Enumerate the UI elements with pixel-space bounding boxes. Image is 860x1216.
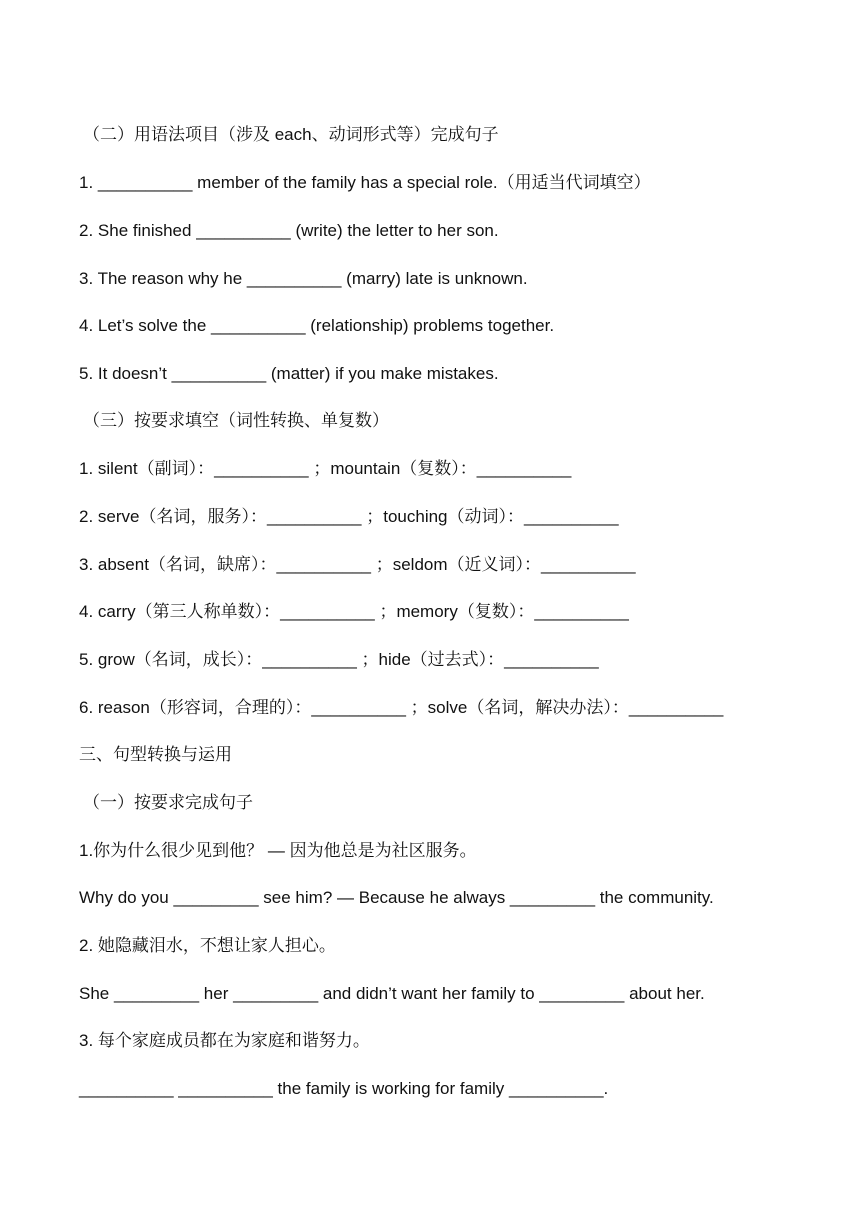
part-heading-sentences: 三、句型转换与运用 (79, 745, 232, 764)
sentence-2-chinese: 2. 她隐藏泪水，不想让家人担心。 (79, 936, 336, 955)
sentence-1-english: Why do you _________ see him? — Because he always _________ the community. (79, 888, 714, 907)
grammar-item-1: 1. __________ member of the family has a special role.（用适当代词填空） (79, 173, 651, 192)
word-form-item-1: 1. silent（副词）：__________ ；mountain（复数）：__________ (79, 459, 572, 478)
word-form-item-3: 3. absent（名词，缺席）：__________ ；seldom（近义词）：__________ (79, 555, 636, 574)
sentence-1-chinese: 1.你为什么很少见到他？ — 因为他总是为社区服务。 (79, 841, 477, 860)
sentence-2-english: She _________ her _________ and didn’t want her family to _________ about her. (79, 984, 705, 1003)
grammar-item-5: 5. It doesn’t __________ (matter) if you make mistakes. (79, 364, 499, 383)
grammar-item-4: 4. Let’s solve the __________ (relationship) problems together. (79, 316, 555, 335)
grammar-item-3: 3. The reason why he __________ (marry) late is unknown. (79, 269, 528, 288)
section-heading-complete-sentences: （一）按要求完成句子 (83, 793, 253, 812)
word-form-item-4: 4. carry（第三人称单数）：__________ ；memory（复数）：__________ (79, 602, 629, 621)
sentence-3-english: __________ __________ the family is working for family __________. (79, 1079, 609, 1098)
grammar-item-2: 2. She finished __________ (write) the letter to her son. (79, 221, 499, 240)
word-form-item-5: 5. grow（名词，成长）：__________ ；hide（过去式）：__________ (79, 650, 599, 669)
word-form-item-6: 6. reason（形容词，合理的）：__________ ；solve（名词，解决办法）：__________ (79, 698, 724, 717)
section-heading-grammar: （二）用语法项目（涉及 each、动词形式等）完成句子 (83, 125, 499, 144)
section-heading-word-forms: （三）按要求填空（词性转换、单复数） (83, 411, 389, 430)
word-form-item-2: 2. serve（名词，服务）：__________ ；touching（动词）：__________ (79, 507, 619, 526)
sentence-3-chinese: 3. 每个家庭成员都在为家庭和谐努力。 (79, 1031, 370, 1050)
